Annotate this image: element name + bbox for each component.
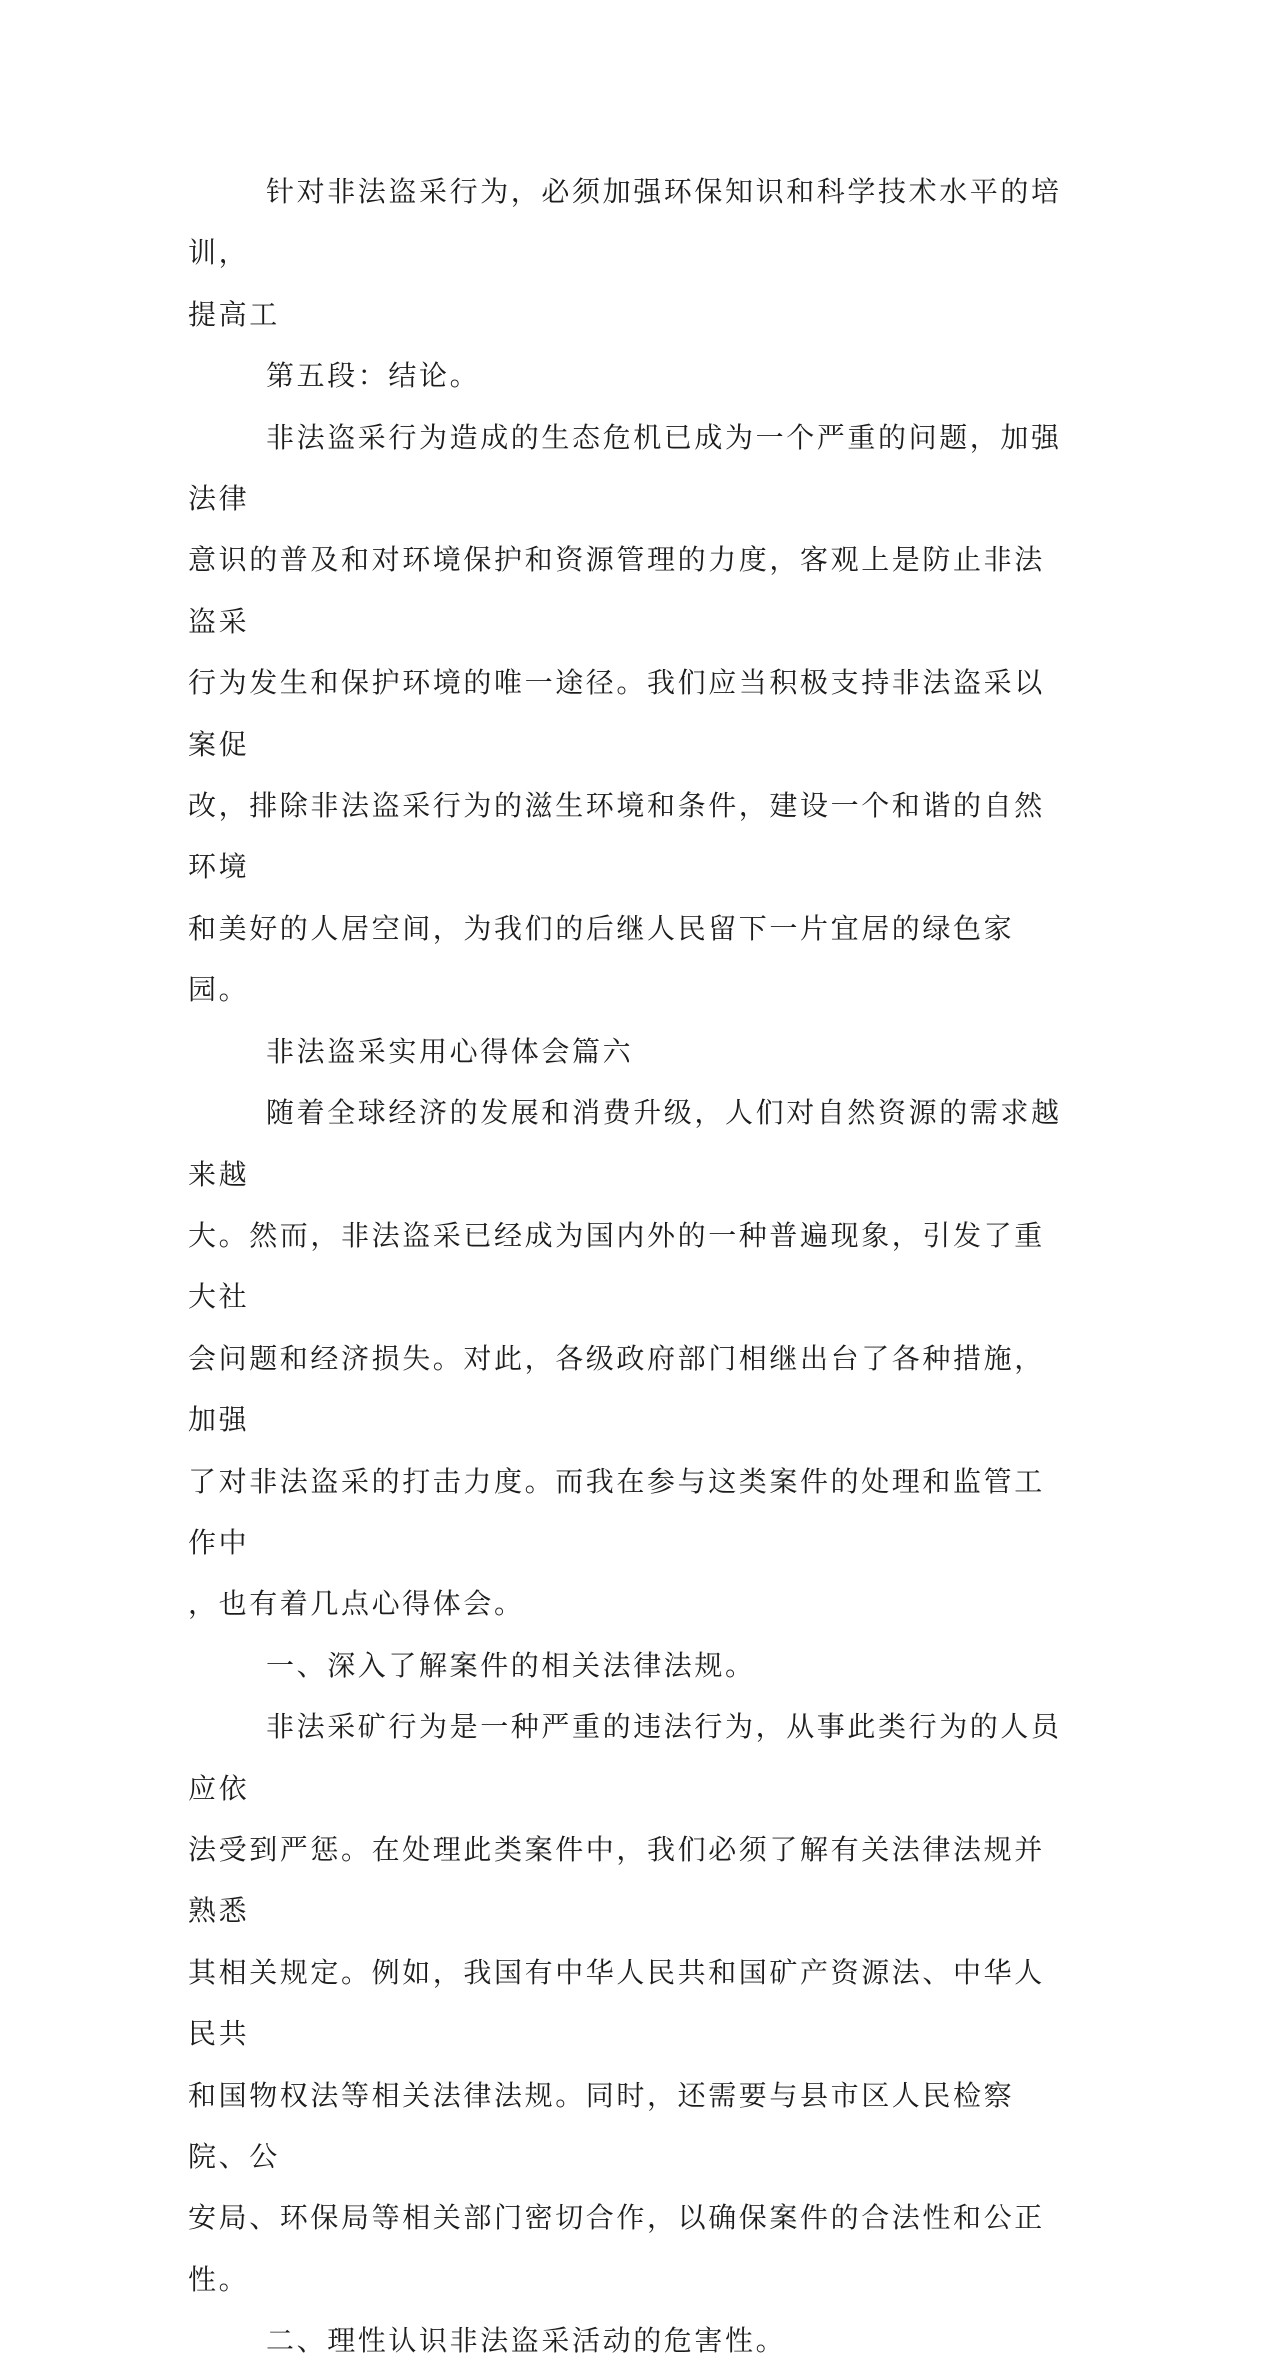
heading-section-five: 第五段：结论。 <box>266 359 481 393</box>
heading-point-two: 二、理性认识非法盗采活动的危害性。 <box>266 2324 787 2358</box>
paragraph-training: 针对非法盗采行为，必须加强环保知识和科学技术水平的培训， 提高工 <box>188 175 1062 331</box>
paragraph-conclusion: 非法盗采行为造成的生态危机已成为一个严重的问题，加强法律 意识的普及和对环境保护和资源管理的力度，客观上是防止非法盗采 行为发生和保护环境的唯一途径。我们应当积极支持非法盗采以案促 改，排除非法盗采行为的滋生环境和条件，建设一个和谐的自然环境 和美好的人居空间，为我们的后继人民留下一片宜居的绿色家园。 <box>188 420 1062 1007</box>
heading-part-six: 非法盗采实用心得体会篇六 <box>266 1034 634 1068</box>
paragraph-laws: 非法采矿行为是一种严重的违法行为，从事此类行为的人员应依 法受到严惩。在处理此类案件中，我们必须了解有关法律法规并熟悉 其相关规定。例如，我国有中华人民共和国矿产资源法、中华人民共 和国物权法等相关法律法规。同时，还需要与县市区人民检察院、公 安局、环保局等相关部门密切合作，以确保案件的合法性和公正性。 <box>188 1710 1062 2296</box>
document-body <box>188 161 1068 2372</box>
heading-point-one: 一、深入了解案件的相关法律法规。 <box>266 1648 756 1682</box>
paragraph-intro: 随着全球经济的发展和消费升级，人们对自然资源的需求越来越 大。然而，非法盗采已经成为国内外的一种普遍现象，引发了重大社 会问题和经济损失。对此，各级政府部门相继出台了各种措施，加强 了对非法盗采的打击力度。而我在参与这类案件的处理和监管工作中 ，也有着几点心得体会。 <box>188 1096 1062 1621</box>
